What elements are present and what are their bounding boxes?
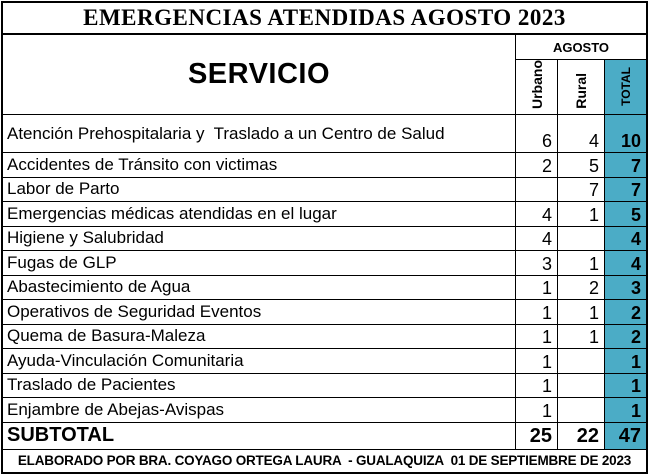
month-group-header: AGOSTO xyxy=(515,35,646,59)
rural-value: 1 xyxy=(557,299,604,324)
table-row xyxy=(3,373,646,398)
subtotal-row xyxy=(3,422,646,449)
rural-value xyxy=(557,226,604,251)
emergencies-table xyxy=(1,1,648,474)
subtotal-urbano-value: 25 xyxy=(515,422,557,449)
service-label: Atención Prehospitalaria y Traslado a un Centro de Salud xyxy=(3,114,515,152)
urbano-value: 4 xyxy=(515,201,557,226)
rural-value: 2 xyxy=(557,275,604,300)
rural-value: 7 xyxy=(557,177,604,202)
table-row xyxy=(3,226,646,251)
total-value: 1 xyxy=(604,397,646,422)
table-row xyxy=(3,299,646,324)
total-column-label: TOTAL xyxy=(618,67,633,106)
urbano-value: 2 xyxy=(515,152,557,177)
urbano-column-label: Urbano xyxy=(528,60,545,109)
rural-value: 1 xyxy=(557,201,604,226)
total-value: 2 xyxy=(604,324,646,349)
total-value: 1 xyxy=(604,348,646,373)
service-label: Higiene y Salubridad xyxy=(3,226,515,251)
service-label: Operativos de Seguridad Eventos xyxy=(3,299,515,324)
urbano-value xyxy=(515,177,557,202)
urbano-column-header xyxy=(515,59,557,114)
service-label: Fugas de GLP xyxy=(3,250,515,275)
total-value: 7 xyxy=(604,152,646,177)
rural-value: 1 xyxy=(557,324,604,349)
table-header xyxy=(3,35,646,114)
rural-column-label: Rural xyxy=(573,73,589,109)
table-row xyxy=(3,250,646,275)
total-value: 1 xyxy=(604,373,646,398)
rural-value xyxy=(557,373,604,398)
service-label: Emergencias médicas atendidas en el lugar xyxy=(3,201,515,226)
service-label: Quema de Basura-Maleza xyxy=(3,324,515,349)
urbano-value: 1 xyxy=(515,397,557,422)
urbano-value: 1 xyxy=(515,299,557,324)
total-value: 2 xyxy=(604,299,646,324)
rural-value: 1 xyxy=(557,250,604,275)
table-row xyxy=(3,201,646,226)
service-label: Traslado de Pacientes xyxy=(3,373,515,398)
urbano-value: 1 xyxy=(515,324,557,349)
table-row xyxy=(3,177,646,202)
total-value: 5 xyxy=(604,201,646,226)
rural-value: 4 xyxy=(557,114,604,152)
table-row xyxy=(3,152,646,177)
urbano-value: 1 xyxy=(515,348,557,373)
rural-value: 5 xyxy=(557,152,604,177)
total-value: 7 xyxy=(604,177,646,202)
service-label: Accidentes de Tránsito con victimas xyxy=(3,152,515,177)
urbano-value: 3 xyxy=(515,250,557,275)
urbano-value: 6 xyxy=(515,114,557,152)
servicio-column-header: SERVICIO xyxy=(187,58,331,90)
urbano-value: 1 xyxy=(515,275,557,300)
table-row xyxy=(3,275,646,300)
subtotal-total-value: 47 xyxy=(604,422,646,449)
urbano-value: 4 xyxy=(515,226,557,251)
urbano-value: 1 xyxy=(515,373,557,398)
table-row xyxy=(3,397,646,422)
total-value: 3 xyxy=(604,275,646,300)
service-label: Abastecimiento de Agua xyxy=(3,275,515,300)
rural-column-header xyxy=(557,59,604,114)
table-row xyxy=(3,348,646,373)
table-row xyxy=(3,324,646,349)
table-row xyxy=(3,114,646,152)
total-value: 10 xyxy=(604,114,646,152)
rural-value xyxy=(557,397,604,422)
service-label: Labor de Parto xyxy=(3,177,515,202)
total-value: 4 xyxy=(604,226,646,251)
service-label: Enjambre de Abejas-Avispas xyxy=(3,397,515,422)
rural-value xyxy=(557,348,604,373)
total-value: 4 xyxy=(604,250,646,275)
subtotal-rural-value: 22 xyxy=(557,422,604,449)
subtotal-label: SUBTOTAL xyxy=(3,422,515,449)
table-body xyxy=(3,114,646,422)
elaboration-footer: ELABORADO POR BRA. COYAGO ORTEGA LAURA - GUALAQUIZA 01 DE SEPTIEMBRE DE 2023 xyxy=(3,449,646,472)
service-label: Ayuda-Vinculación Comunitaria xyxy=(3,348,515,373)
table-title: EMERGENCIAS ATENDIDAS AGOSTO 2023 xyxy=(3,3,646,35)
total-column-header xyxy=(604,59,646,114)
